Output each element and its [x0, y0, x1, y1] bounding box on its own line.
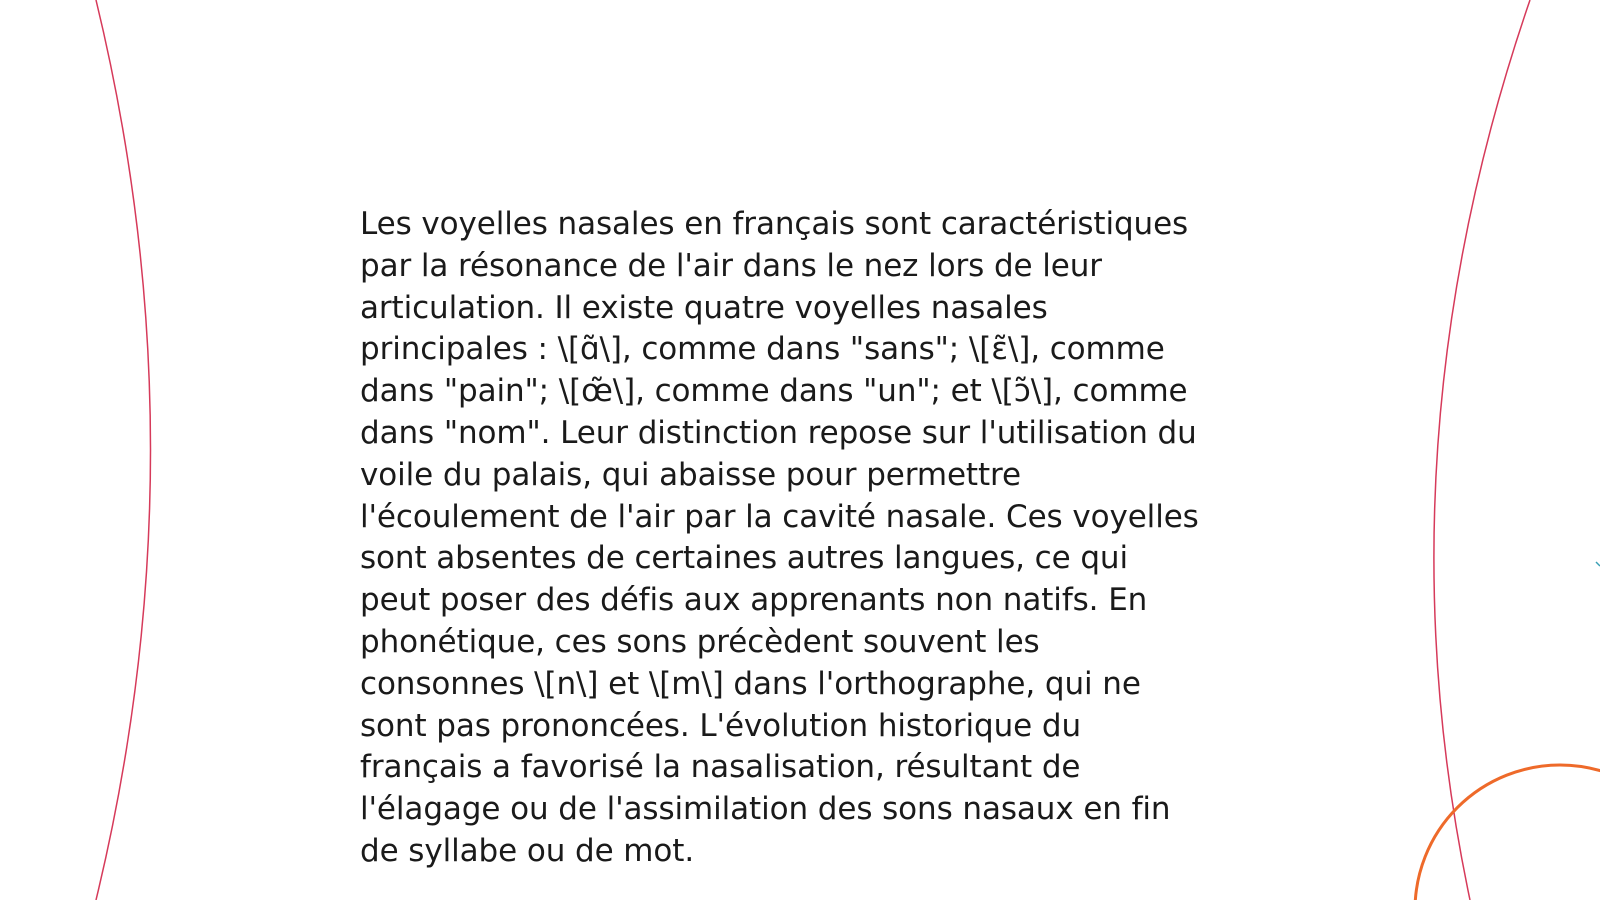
orange-arc [1415, 765, 1600, 900]
left-curve-line [96, 0, 151, 900]
right-curve-line [1434, 0, 1530, 900]
body-text: Les voyelles nasales en français sont caractéristiques par la résonance de l'air dans le nez lors de leur articulation. Il existe quatre voyelles nasales principales : \[ɑ̃\], comme dans "sans"; \[ɛ̃\], comme dans "pain"; \[œ̃\], comme dans "un"; et \[ɔ̃\], comme dans "nom". Leur distinction repose sur l'utilisation du voile du palais, qui abaisse pour permettre l'écoulement de l'air par la cavité nasale. Ces voyelles sont absentes de certaines autres langues, ce qui peut poser des défis aux apprenants non natifs. En phonétique, ces sons précèdent souvent les consonnes \[n\] et \[m\] dans l'orthographe, qui ne sont pas prononcées. L'évolution historique du français a favorisé la nasalisation, résultant de l'élagage ou de l'assimilation des sons nasaux en fin de syllabe ou de mot. [360, 206, 1199, 869]
edge-mark [1596, 562, 1600, 566]
